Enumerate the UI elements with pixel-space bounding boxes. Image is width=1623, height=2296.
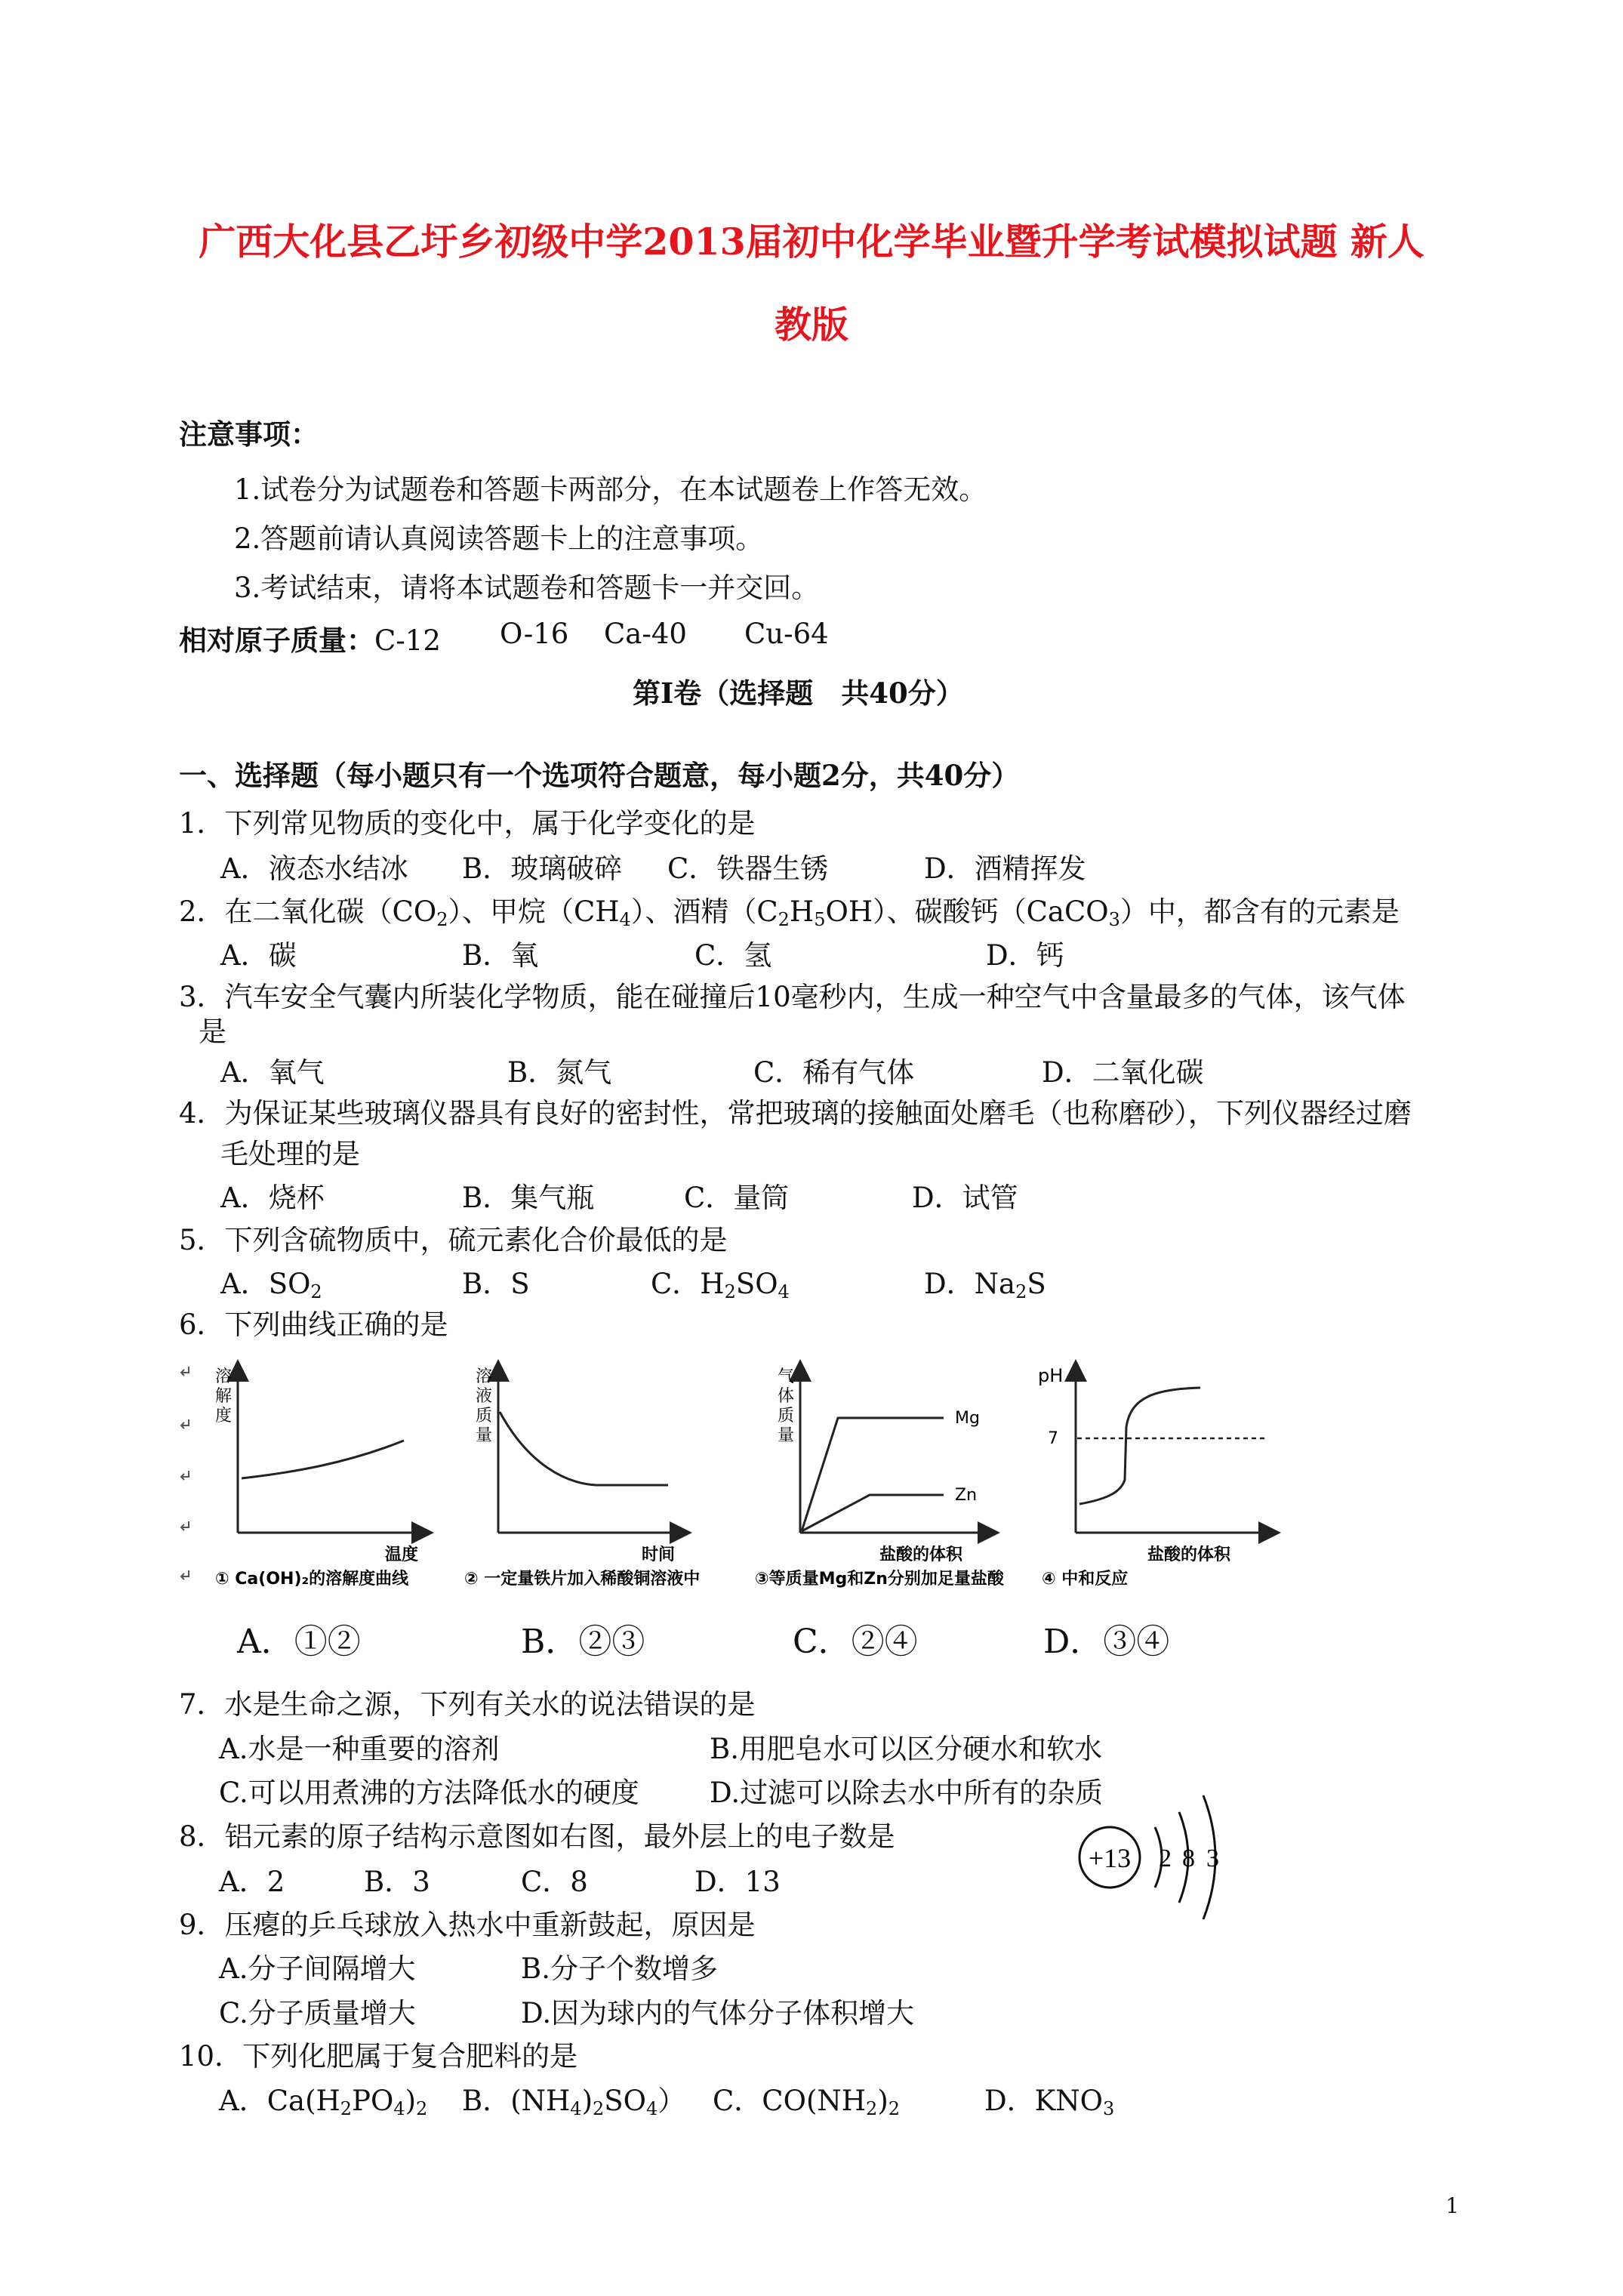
q6-option-b: B．②③ — [521, 1623, 645, 1661]
q7-option-b: B.用肥皂水可以区分硬水和软水 — [710, 1733, 1102, 1765]
q5-option-b: B．S — [462, 1268, 530, 1300]
graph-2-y-label-4: 量 — [476, 1426, 493, 1445]
graph-2-y-label-1: 溶 — [476, 1367, 493, 1386]
graph-2-curve — [500, 1412, 668, 1485]
graph-4-y-label: pH — [1038, 1365, 1064, 1386]
q1-option-a: A．液态水结冰 — [220, 852, 408, 885]
q4-option-a: A．烧杯 — [220, 1182, 325, 1214]
q7-option-a: A.水是一种重要的溶剂 — [219, 1733, 500, 1765]
graph-2 — [464, 1367, 700, 1589]
q9-option-b: B.分子个数增多 — [521, 1952, 718, 1985]
atomic-mass-o: O-16 — [500, 618, 569, 650]
atomic-mass-ca: Ca-40 — [604, 618, 687, 650]
q10-option-b: B．$(NH_4)_2SO_4$） — [462, 2085, 686, 2119]
q4-option-b: B．集气瓶 — [462, 1182, 595, 1214]
graph-1-y-label-1: 溶 — [215, 1367, 233, 1386]
question-4-stem: 4．为保证某些玻璃仪器具有良好的密封性，常把玻璃的接触面处磨毛（也称磨砂），下列仪器经过磨 — [179, 1097, 1412, 1130]
return-marks — [181, 1367, 189, 1579]
q6-option-a: A．①② — [237, 1623, 361, 1661]
graph-3-y-label-2: 体 — [778, 1387, 795, 1406]
question-8-stem: 8．铝元素的原子结构示意图如右图，最外层上的电子数是 — [179, 1820, 895, 1853]
q9-option-a: A.分子间隔增大 — [219, 1952, 416, 1985]
question-10-stem: 10．下列化肥属于复合肥料的是 — [179, 2040, 578, 2073]
question-2-stem: 2．在二氧化碳$(CO_2)$、甲烷$(CH_4)$、酒精$(C_2H_5OH)$、碳酸钙（CaCO$_3$）中，都含有的元素是 — [179, 895, 1400, 930]
q4-option-d: D．试管 — [912, 1182, 1018, 1214]
question-4-stem-cont: 毛处理的是 — [220, 1138, 360, 1170]
question-3-stem: 3．汽车安全气囊内所装化学物质，能在碰撞后10毫秒内，生成一种空气中含量最多的气体，该气体 — [179, 981, 1406, 1013]
graph-1 — [215, 1367, 423, 1589]
graph-3-x-label: 盐酸的体积 — [879, 1546, 963, 1564]
q4-option-c: C．量筒 — [684, 1182, 790, 1214]
q6-graphs-figure — [174, 1351, 1291, 1601]
q5-option-d: D．$Na_2S$ — [924, 1268, 1046, 1302]
graph-3-zn-curve — [802, 1495, 944, 1531]
document-title-line1: 广西大化县乙圩乡初级中学2013届初中化学毕业暨升学考试模拟试题 新人 — [199, 220, 1424, 264]
graph-3-zn-label: Zn — [955, 1486, 978, 1505]
q8-option-d: D．13 — [694, 1866, 781, 1898]
q10-option-a: A．$Ca(H_2PO_4)_2$ — [219, 2085, 428, 2119]
atomic-mass-line — [179, 618, 441, 658]
graph-3-y-label-1: 气 — [778, 1367, 795, 1386]
page-number: 1 — [1446, 2193, 1459, 2218]
question-1-stem: 1．下列常见物质的变化中，属于化学变化的是 — [179, 807, 756, 840]
graph-2-x-label: 时间 — [642, 1546, 676, 1564]
graph-3-mg-label: Mg — [955, 1409, 980, 1428]
notice-heading: 注意事项： — [179, 418, 319, 451]
atomic-mass-c: C-12 — [374, 624, 441, 657]
q1-option-d: D．酒精挥发 — [924, 852, 1086, 885]
q5-option-a: A．$SO_2$ — [220, 1268, 322, 1302]
atomic-mass-cu: Cu-64 — [744, 618, 829, 650]
notice-item: 1.试卷分为试题卷和答题卡两部分，在本试题卷上作答无效。 — [234, 473, 987, 506]
q8-option-a: A．2 — [219, 1866, 285, 1898]
graph-2-caption: ② 一定量铁片加入稀酸铜溶液中 — [464, 1570, 701, 1589]
q3-option-d: D．二氧化碳 — [1042, 1056, 1204, 1089]
section-title: 第Ⅰ卷（选择题 共40分） — [633, 676, 964, 710]
q2-option-c: C．氢 — [694, 939, 772, 972]
graph-3-y-label-3: 质 — [778, 1407, 795, 1425]
q1-option-c: C．铁器生锈 — [667, 852, 829, 885]
graph-4-caption: ④ 中和反应 — [1042, 1570, 1129, 1589]
graph-2-y-label-3: 质 — [476, 1407, 493, 1425]
q1-option-b: B．玻璃破碎 — [462, 852, 623, 885]
graph-1-curve — [242, 1441, 404, 1478]
question-3-stem-cont: 是 — [199, 1015, 226, 1048]
graph-4-x-label: 盐酸的体积 — [1147, 1546, 1231, 1564]
graph-1-caption: ① Ca(OH)₂的溶解度曲线 — [215, 1570, 409, 1589]
part-heading: 一、选择题（每小题只有一个选项符合题意，每小题2分，共40分） — [179, 759, 1020, 792]
q3-option-b: B．氮气 — [507, 1056, 612, 1089]
aluminum-atom-diagram — [1072, 1782, 1246, 1933]
q7-option-d: D.过滤可以除去水中所有的杂质 — [710, 1777, 1104, 1809]
graph-3-caption: ③等质量Mg和Zn分别加足量盐酸 — [755, 1570, 1004, 1589]
q3-option-a: A．氧气 — [220, 1056, 325, 1089]
q3-option-c: C．稀有气体 — [753, 1056, 915, 1089]
q9-option-c: C.分子质量增大 — [219, 1997, 416, 2029]
graph-1-y-label-3: 度 — [215, 1407, 233, 1425]
q8-option-c: C．8 — [521, 1866, 588, 1898]
graph-3-y-label-4: 量 — [778, 1426, 795, 1445]
atom-shell-1-electrons: 2 — [1159, 1845, 1172, 1872]
q9-option-d: D.因为球内的气体分子体积增大 — [521, 1997, 915, 2029]
graph-4 — [1038, 1365, 1270, 1589]
q6-option-d: D．③④ — [1043, 1623, 1170, 1661]
q7-option-c: C.可以用煮沸的方法降低水的硬度 — [219, 1777, 639, 1809]
graph-3-mg-curve — [802, 1418, 944, 1531]
q10-option-c: C．$CO(NH_2)_2$ — [713, 2085, 901, 2119]
atomic-mass-label: 相对原子质量： — [179, 624, 374, 657]
q5-option-c: C．$H_2SO_4$ — [651, 1268, 790, 1302]
q10-option-d: D．$KNO_3$ — [984, 2085, 1115, 2119]
question-7-stem: 7．水是生命之源，下列有关水的说法错误的是 — [179, 1688, 756, 1721]
q2-option-a: A．碳 — [220, 939, 297, 972]
document-title-line2: 教版 — [774, 303, 848, 347]
notice-item: 3.考试结束，请将本试题卷和答题卡一并交回。 — [234, 572, 820, 604]
q6-option-c: C．②④ — [793, 1623, 918, 1661]
q8-option-b: B．3 — [364, 1866, 430, 1898]
graph-1-x-label: 温度 — [385, 1546, 419, 1564]
atom-nucleus-charge: +13 — [1088, 1843, 1132, 1873]
atom-shell-2-electrons: 8 — [1182, 1845, 1195, 1872]
notice-item: 2.答题前请认真阅读答题卡上的注意事项。 — [234, 522, 764, 555]
graph-4-curve — [1079, 1388, 1200, 1504]
graph-4-tick-7: 7 — [1048, 1429, 1058, 1448]
graph-2-y-label-2: 液 — [476, 1387, 493, 1406]
q2-option-b: B．氧 — [462, 939, 539, 972]
graph-1-y-label-2: 解 — [215, 1387, 233, 1406]
question-9-stem: 9．压瘪的乒乓球放入热水中重新鼓起，原因是 — [179, 1909, 756, 1941]
question-5-stem: 5．下列含硫物质中，硫元素化合价最低的是 — [179, 1224, 728, 1256]
atom-shell-3-electrons: 3 — [1206, 1845, 1219, 1872]
question-6-stem: 6．下列曲线正确的是 — [179, 1308, 448, 1341]
q2-option-d: D．钙 — [986, 939, 1064, 972]
graph-3 — [755, 1367, 1005, 1589]
